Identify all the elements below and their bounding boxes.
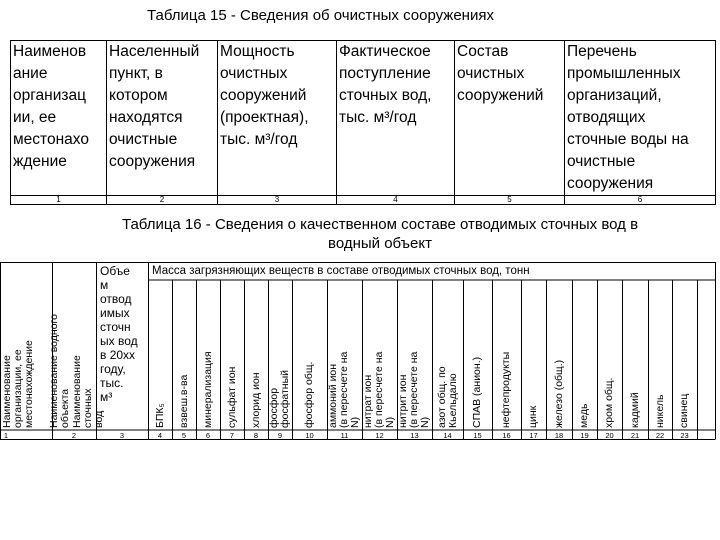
t16-pollutant-header: фосфор общ. <box>303 361 315 428</box>
table15-title: Таблица 15 - Сведения об очистных сооружениях <box>147 7 494 24</box>
t16-volume-header: Объе м отвод имых сточн ых вод в 20хх году, тыс. м³ <box>100 264 138 404</box>
t16-pollutant-header: медь <box>578 403 590 428</box>
t16-pollutant-header: нитрат ион (в пересчете на N) <box>362 351 396 428</box>
t15-col-number: 4 <box>337 196 455 205</box>
t16-pollutant-header: СПАВ (анион.) <box>471 356 483 428</box>
t16-pollutant-header: аммоний ион (в пересчете на N) <box>327 351 361 428</box>
t15-header-cell: Фактическое поступление сточных вод, тыс. м³/год <box>337 41 455 196</box>
t16-col-number: 17 <box>529 431 538 440</box>
t16-col-number: 4 <box>157 431 163 440</box>
t16-col-number: 21 <box>630 431 640 440</box>
t15-col-number: 6 <box>565 196 716 205</box>
t16-pollutant-header: БПК₅ <box>153 403 166 428</box>
t16-pollutant-header: хром общ. <box>603 377 615 428</box>
t16-pollutant-header: взвеш.в-ва <box>177 374 190 428</box>
t15-col-number: 5 <box>455 196 565 205</box>
t16-col-number: 7 <box>229 431 235 440</box>
t15-col-number: 1 <box>11 196 107 205</box>
t16-pollutant-header: никель <box>653 394 666 428</box>
table15 <box>10 40 716 205</box>
t15-col-number: 3 <box>218 196 337 205</box>
t15-col-number: 2 <box>107 196 218 205</box>
t15-header-cell: Мощность очистных сооружений (проектная), тыс. м³/год <box>218 41 337 196</box>
t16-col-number: 13 <box>410 431 419 440</box>
t16-pollutant-header: кадмий <box>628 392 641 428</box>
t16-col-water-body: Наименование водного объекта <box>48 314 71 428</box>
t16-col-wastewater-name: Наименование сточных вод <box>71 355 105 428</box>
t16-col-number: 14 <box>443 431 452 440</box>
t16-col-organization: Наименование организации, ее местонахождение <box>1 340 35 428</box>
t16-pollutant-header: минерализация <box>201 351 214 428</box>
t16-pollutant-header: нефтепродукты <box>500 351 512 428</box>
t15-header-cell: Перечень промышленных организаций, отводящих сточные воды на очистные сооружения <box>565 41 716 196</box>
t16-pollutant-header: азот общ. по Кьельдалю <box>435 366 459 428</box>
t16-pollutant-header: нитрит ион (в пересчете на N) <box>397 351 431 428</box>
t15-header-cell: Состав очистных сооружений <box>455 41 565 196</box>
t16-col-number: 5 <box>181 431 187 440</box>
t16-col-number: 12 <box>375 431 384 440</box>
t15-header-cell: Населенный пункт, в котором находятся очистные сооружения <box>107 41 218 196</box>
t16-col-number: 1 <box>3 431 9 440</box>
t16-mass-header: Масса загрязняющих веществ в составе отводимых сточных вод, тонн <box>152 265 530 277</box>
t16-pollutant-header: цинк <box>527 405 539 428</box>
t16-col-number: 8 <box>253 431 259 440</box>
t16-col-number: 23 <box>680 431 689 440</box>
t16-pollutant-header: хлорид ион <box>249 372 262 428</box>
t16-pollutant-header: фосфор фосфатный <box>268 370 291 428</box>
t16-col-number: 15 <box>473 431 482 440</box>
t16-col-number: 20 <box>605 431 614 440</box>
t16-col-number: 11 <box>340 431 349 440</box>
t16-col-number: 19 <box>580 431 589 440</box>
t16-col-number: 3 <box>119 431 125 440</box>
t16-col-number: 2 <box>71 431 77 440</box>
t16-pollutant-header: сульфат ион <box>225 366 238 428</box>
t15-header-cell: Наименов ание организац ии, ее местонахо ждение <box>11 41 107 196</box>
t16-col-number: 16 <box>502 431 511 440</box>
t16-col-number: 10 <box>305 431 314 440</box>
t16-col-number: 6 <box>205 431 211 440</box>
t16-col-number: 18 <box>554 431 564 440</box>
t16-pollutant-header: железо (общ.) <box>552 359 565 428</box>
table16-title: Таблица 16 - Сведения о качественном составе отводимых сточных вод в водный объект <box>121 216 639 252</box>
t16-pollutant-header: свинец <box>678 393 690 428</box>
t16-col-number: 22 <box>655 431 665 440</box>
t16-col-number: 9 <box>277 431 283 440</box>
